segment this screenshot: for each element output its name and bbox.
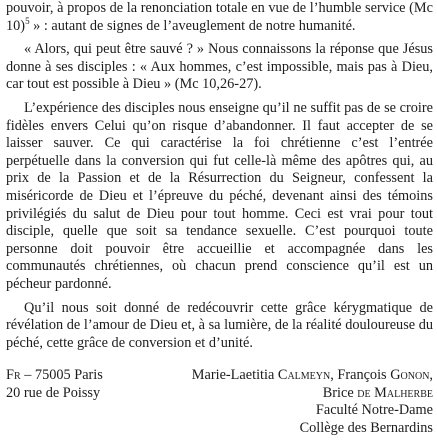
signatory-surname-2: Gonon xyxy=(390,367,430,384)
address-city-line xyxy=(6,367,103,385)
paragraph-1-tail: » : autant de signes de l’aveuglement de notre humanité. xyxy=(29,17,356,34)
signatory-first-name: Marie-Laetitia xyxy=(191,367,278,384)
paragraph-1-text: pouvoir, à propos de la renonciation totale en vue de l’humble service (Mc 10) xyxy=(6,0,433,34)
signatory-line-end: , xyxy=(429,367,433,384)
paragraph-3: L’expérience des disciples nous enseigne qu’il ne suffit pas de se croire fidèles envers Celui qu’on risque d’abandonner. Il faut accepter de se laisser sauver. Ce qui caractérise la foi chrétienne c’est l’entrée perpétuelle dans la conversion qui fut celle-là même des apôtres qui, au prix de la Passion et de la Résurrection du Seigneur, confessent la miséricorde de Dieu et l’épreuve du péché, devenant ainsi des témoins privilégiés du salut de Dieu pour tout homme. Ceci est vrai pour tout disciple, quelle que soit sa tendance sexuelle. C’est pourquoi toute personne doit pouvoir être accueillie et accompagnée dans les communautés chrétiennes, où chacun prend conscience qu’il est un pécheur pardonné. xyxy=(6,99,433,292)
country-code: Fr xyxy=(6,367,21,384)
signatory-surname: Calmeyn xyxy=(277,367,331,384)
address xyxy=(6,367,103,437)
address-street: 20 rue de Poissy xyxy=(6,384,101,401)
signatory-line-2 xyxy=(192,385,433,403)
footnote-marker: 5 xyxy=(25,15,30,26)
paragraph-2: « Alors, qui peut être sauvé ? » Nous connaissons la réponse que Jésus donne à ses disciples : « Aux hommes, c’est impossible, mais pas à Dieu, car tout est possible à Dieu » (Mc 10,26-27). xyxy=(6,41,433,93)
signatory-separator: , François xyxy=(330,367,391,384)
signatory-first-name-3: Brice xyxy=(322,384,358,401)
institution-faculty: Faculté Notre-Dame xyxy=(315,402,433,419)
signatory-particle: de xyxy=(357,384,371,401)
paragraph-1 xyxy=(6,0,433,35)
signatories xyxy=(192,367,433,437)
signatory-line-1 xyxy=(192,367,433,385)
postal-city: – 75005 Paris xyxy=(20,367,103,384)
institution-college: Collège des Bernardins xyxy=(299,420,433,437)
signature-block xyxy=(6,367,433,437)
signatory-surname-3: Malherbe xyxy=(370,384,433,401)
paragraph-4: Qu’il nous soit donné de redécouvrir cette grâce kérygmatique de révélation de l’amour de Dieu et, à sa lumière, de la réalité douloureuse du péché, cette grâce de conversion et d’unité. xyxy=(6,299,433,351)
